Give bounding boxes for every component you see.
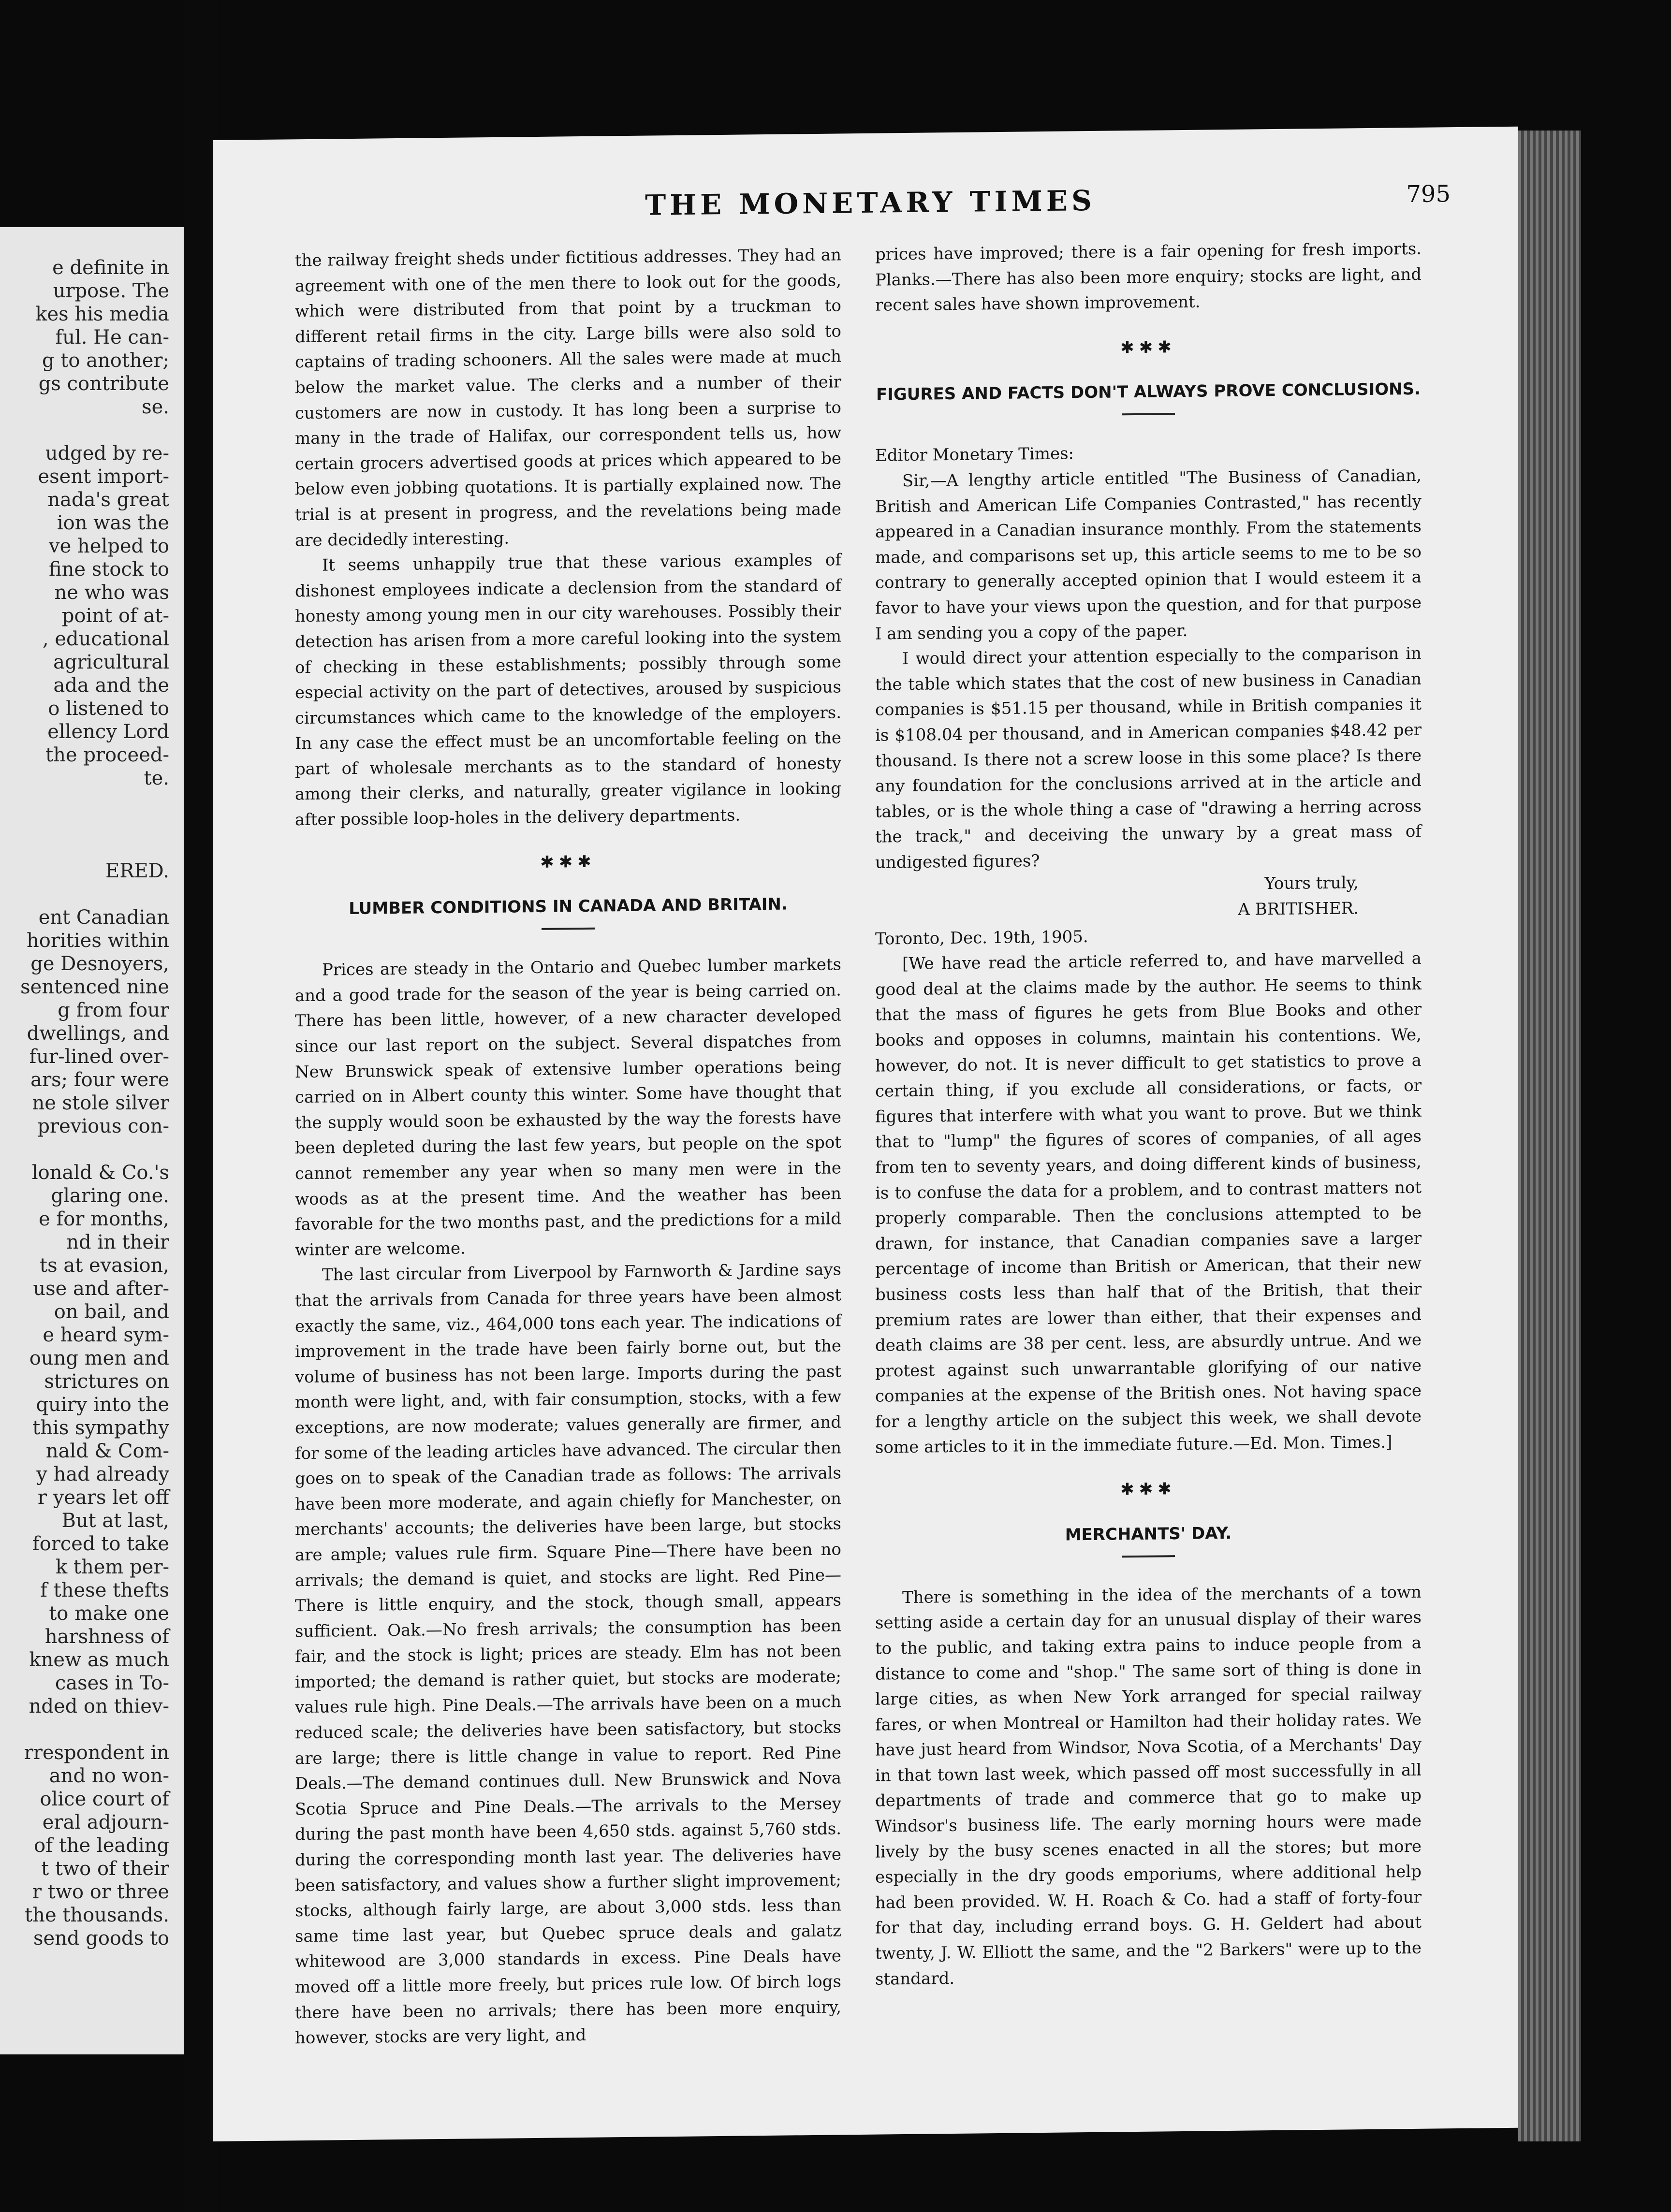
facing-page-line: , educational [42, 628, 169, 650]
facing-page-line: But at last, [61, 1510, 169, 1532]
facing-page-line: ada and the [53, 674, 169, 697]
section-ornament: ✱✱✱ [1120, 1479, 1176, 1499]
facing-page-line: urpose. The [53, 280, 169, 302]
facing-page-line: use and after- [33, 1278, 169, 1300]
facing-page-line: agricultural [53, 651, 169, 673]
column-left [295, 242, 841, 2051]
facing-page-line: se. [142, 396, 169, 418]
paragraph: prices have improved; there is a fair opening for fresh imports. Planks.—There has also been more enquiry; stocks are light, and recent sales have shown improvement. [875, 239, 1422, 315]
facing-page-line: ERED. [105, 860, 169, 882]
facing-page-line: ars; four were [30, 1069, 169, 1091]
facing-page-line: f these thefts [40, 1579, 169, 1601]
editor-note: [We have read the article referred to, and have marvelled a good deal at the claims made by the author. He seems to think that the mass of figures he gets from Blue Books and other books and opposes in columns, maintain his contentions. We, however, do not. It is never difficult to get statistics to prove a certain thing, if you exclude all considerations, or facts, or figures that interfere with what you want to prove. But we think that to "lump" the figures of scores of companies, of all ages from ten to seventy years, and doing different kinds of business, is to confuse the data for a problem, and to contrast matters not properly comparable. Then the conclusions attempted to be drawn, for instance, that Canadian companies save a larger percentage of income than British or American, that their new business costs less than half that of the British, that their premium rates are lower than either, that their expenses and death claims are 38 per cent. less, are absurdly untrue. And we protest against such unwarrantable glorifying of our native companies at the expense of the British ones. Not having space for a lengthy article on the subject this week, we shall devote some articles to it in the immediate future.—Ed. Mon. Times.] [875, 949, 1422, 1457]
facing-page-line: ts at evasion, [40, 1254, 169, 1277]
facing-page-line: e definite in [52, 257, 169, 279]
article-heading-lumber: LUMBER CONDITIONS IN CANADA AND BRITAIN. [349, 894, 788, 919]
facing-page-line: to make one [49, 1602, 169, 1625]
facing-page-line: k them per- [55, 1556, 169, 1578]
facing-page-line: previous con- [37, 1115, 169, 1137]
facing-page-line: o listened to [48, 698, 169, 720]
facing-page-line: fine stock to [48, 558, 169, 581]
paragraph: the railway freight sheds under fictitious addresses. They had an agreement with one of the men there to look out for the goods, which were distributed from that point by a truckman to different retail firms in the city. Large bills were also sold to captains of trading schooners. All the sales were made at much below the market value. The clerks and a number of their customers are now in custody. It has long been a surprise to many in the trade of Halifax, our correspondent tells us, how certain grocers advertised goods at prices which appeared to be below even jobbing quotations. It is partially explained now. The trial is at present in progress, and the revelations being made are decidedly interesting. [295, 245, 841, 550]
letter-signature: A BRITISHER. [1238, 899, 1359, 919]
facing-page-line: this sympathy [32, 1417, 169, 1439]
letter-dateline: Toronto, Dec. 19th, 1905. [875, 927, 1088, 949]
facing-page-line: ne stole silver [32, 1092, 169, 1114]
facing-page-line: nald & Com- [45, 1440, 169, 1462]
publication-title: THE MONETARY TIMES [645, 184, 1096, 222]
facing-page-line: eral adjourn- [42, 1811, 169, 1834]
facing-page-line: harshness of [44, 1626, 169, 1648]
facing-page-line: horities within [27, 930, 169, 952]
facing-page-line: ful. He can- [55, 326, 169, 349]
facing-page-line: point of at- [61, 605, 169, 627]
facing-page-line: ne who was [54, 582, 169, 604]
facing-page-line: the thousands. [25, 1904, 169, 1926]
facing-page-line: ve helped to [49, 535, 169, 557]
section-ornament: ✱✱✱ [1120, 337, 1176, 358]
heading-rule [542, 928, 595, 930]
facing-page-line: r two or three [32, 1881, 169, 1903]
article-heading-figures: FIGURES AND FACTS DON'T ALWAYS PROVE CONCLUSIONS. [876, 379, 1421, 405]
facing-page-line: ge Desnoyers, [30, 953, 169, 975]
facing-page-line: g to another; [42, 349, 169, 372]
facing-page-line: udged by re- [45, 442, 169, 465]
facing-page-line: oung men and [29, 1347, 169, 1369]
facing-page-line: r years let off [37, 1486, 169, 1509]
facing-page-line: of the leading [34, 1834, 169, 1857]
page-edges [1518, 131, 1581, 2141]
paragraph: Sir,—A lengthy article entitled "The Business of Canadian, British and American Life Companies Contrasted," has recently appeared in a Canadian insurance monthly. From the statements made, and comparisons set up, this article seems to me to be so contrary to generally accepted opinion that I would esteem it a favor to have your views upon the question, and for that purpose I am sending you a copy of the paper. [875, 466, 1422, 644]
facing-page-line: ellency Lord [47, 721, 169, 743]
letter-salutation: Editor Monetary Times: [875, 444, 1074, 466]
facing-page-line: knew as much [29, 1649, 169, 1671]
paragraph: There is something in the idea of the merchants of a town setting aside a certain day for an unusual display of their wares to the public, and taking extra pains to induce people from a distance to come and "shop." The same sort of thing is done in large cities, as when New York arranged for special railway fares, or when Montreal or Hamilton had their holiday rates. We have just heard from Windsor, Nova Scotia, of a Merchants' Day in that town last week, which passed off most successfully in all departments of trade and commerce that go to make up Windsor's business life. The early morning hours were made lively by the busy scenes enacted in all the stores; but more especially in the dry goods emporiums, where additional help had been provided. W. H. Roach & Co. had a staff of forty-four for that day, including errand boys. G. H. Geldert had about twenty, J. W. Elliott the same, and the "2 Barkers" were up to the standard. [875, 1582, 1422, 1989]
facing-page-line: the proceed- [45, 744, 169, 766]
facing-page-line: send goods to [33, 1927, 169, 1950]
paragraph: It seems unhappily true that these various examples of dishonest employees indicate a declension from the standard of honesty among young men in our city warehouses. Possibly their detection has arisen from a more careful looking into the system of checking in these establishments; possibly through some especial activity on the part of detectives, aroused by suspicious circumstances which came to the knowledge of the employers. In any case the effect must be an uncomfortable feeling on the part of wholesale merchants as to the standard of honesty among their clerks, and naturally, greater vigilance in looking after possible loop-holes in the delivery departments. [295, 550, 841, 830]
facing-page-line: sentenced nine [20, 976, 169, 998]
heading-rule [1122, 413, 1175, 416]
facing-page-line: olice court of [40, 1788, 169, 1810]
facing-page-line: fur-lined over- [29, 1046, 169, 1068]
facing-page-line: te. [144, 767, 169, 789]
facing-page-line: forced to take [32, 1533, 169, 1555]
article-heading-merchants: MERCHANTS' DAY. [1065, 1523, 1232, 1545]
facing-page-line: on bail, and [54, 1301, 169, 1323]
facing-page-line: nd in their [66, 1231, 169, 1253]
paragraph: The last circular from Liverpool by Farnworth & Jardine says that the arrivals from Canada for three years have been almost exactly the same, viz., 464,000 tons each year. The indications of improvement in the trade have been fairly borne out, but the volume of business has not been large. Imports during the past month were light, and, with fair consumption, stocks, with a few exceptions, are now moderate; values generally are firmer, and for some of the leading articles have advanced. The circular then goes on to speak of the Canadian trade as follows: The arrivals have been more moderate, and again chiefly for Manchester, on merchants' accounts; the deliveries have been large, but stocks are ample; values rule firm. Square Pine—There have been no arrivals; the demand is quiet, and stocks are light. Red Pine—There is little enquiry, and the stock, though small, appears sufficient. Oak.—No fresh arrivals; the consumption has been fair, and the stock is light; prices are steady. Elm has not been imported; the demand is rather quiet, but stocks are moderate; values rule high. Pine Deals.—The arrivals have been on a much reduced scale; the deliveries have been satisfactory, but stocks are large; there is little change in value to report. Red Pine Deals.—The demand continues dull. New Brunswick and Nova Scotia Spruce and Pine Deals.—The arrivals to the Mersey during the past month have been 4,650 stds. against 5,760 stds. during the corresponding month last year. The deliveries have been satisfactory, and values show a further slight improvement; stocks, although fairly large, are about 3,000 stds. less than same time last year, but Quebec spruce deals and galatz whitewood are 3,000 standards in excess. Pine Deals have moved off a little more freely, but prices rule low. Of birch logs there have been no arrivals; there has been more enquiry, however, stocks are very light, and [295, 1260, 841, 2048]
facing-page-line: kes his media [35, 303, 169, 325]
column-right [875, 236, 1422, 1992]
paragraph: I would direct your attention especially to the comparison in the table which states that the cost of new business in Canadian companies is $51.15 per thousand, while in British companies it is $108.04 per thousand, and in American companies $48.42 per thousand. Is there not a screw loose in this some place? Is there any foundation for the conclusions arrived at in the article and tables, or is the whole thing a case of "drawing a herring across the track," and deceiving the unwary by a great mass of undigested figures? [875, 643, 1422, 873]
facing-page-line: y had already [36, 1463, 169, 1485]
newspaper-page [213, 127, 1518, 2141]
facing-page-line: e heard sym- [43, 1324, 169, 1346]
facing-page-line: rrespondent in [24, 1742, 169, 1764]
facing-page-line: cases in To- [55, 1672, 169, 1694]
facing-page-line: and no won- [49, 1765, 169, 1787]
facing-page-line: dwellings, and [27, 1022, 169, 1045]
facing-page-line: strictures on [44, 1370, 169, 1393]
facing-page-line: esent import- [38, 466, 169, 488]
facing-page-line: g from four [58, 999, 169, 1021]
facing-page-line: nded on thiev- [29, 1695, 169, 1717]
facing-page-line: gs contribute [38, 373, 169, 395]
letter-closing: Yours truly, [1264, 873, 1359, 894]
facing-page-line: ent Canadian [38, 906, 169, 929]
page-number: 795 [1406, 180, 1451, 208]
paragraph: Prices are steady in the Ontario and Quebec lumber markets and a good trade for the season of the year is being carried on. There has been little, however, of a new character developed since our last report on the subject. Several dispatches from New Brunswick speak of extensive lumber operations being carried on in Albert county this winter. Some have thought that the supply would soon be exhausted by the way the forests have been depleted during the last few years, but people on the spot cannot remember any year when so many men were in the woods as at the present time. And the weather has been favorable for the two months past, and the predictions for a mild winter are welcome. [295, 955, 841, 1260]
section-ornament: ✱✱✱ [540, 852, 596, 872]
running-header [290, 180, 1451, 241]
facing-page-line: glaring one. [51, 1185, 169, 1207]
facing-page-line: e for months, [39, 1208, 169, 1230]
facing-page-line: lonald & Co.'s [31, 1162, 169, 1184]
facing-page-line: t two of their [41, 1858, 169, 1880]
heading-rule [1122, 1555, 1175, 1557]
facing-page-line: nada's great [47, 489, 169, 511]
facing-page-line: quiry into the [36, 1394, 169, 1416]
facing-page-fragment [0, 227, 184, 2054]
facing-page-line: ion was the [57, 512, 169, 534]
